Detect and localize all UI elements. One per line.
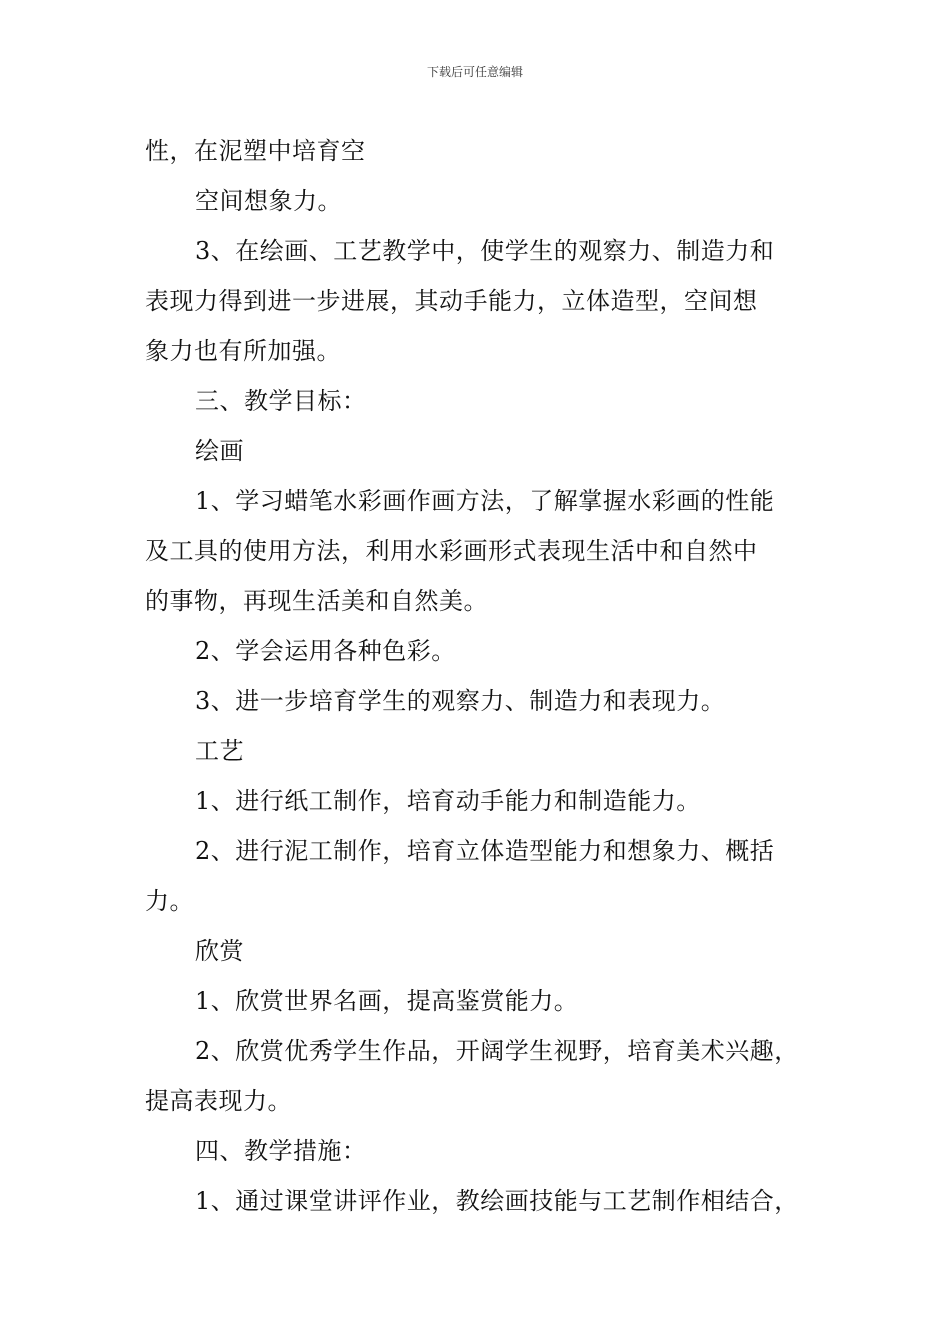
text-line: 2、进行泥工制作，培育立体造型能力和想象力、概括 bbox=[195, 837, 775, 865]
text-line: 1、通过课堂讲评作业，教绘画技能与工艺制作相结合， bbox=[195, 1187, 799, 1215]
page-header: 下载后可任意编辑 bbox=[426, 65, 523, 79]
text-line: 提高表现力。 bbox=[145, 1087, 292, 1115]
text-line: 空间想象力。 bbox=[195, 187, 342, 215]
text-line: 象力也有所加强。 bbox=[145, 337, 341, 365]
text-line: 绘画 bbox=[195, 437, 244, 465]
text-line: 力。 bbox=[145, 887, 194, 915]
text-line: 1、欣赏世界名画，提高鉴赏能力。 bbox=[195, 987, 579, 1015]
text-line: 的事物，再现生活美和自然美。 bbox=[145, 587, 488, 615]
text-line: 三、教学目标： bbox=[195, 387, 367, 415]
text-line: 3、进一步培育学生的观察力、制造力和表现力。 bbox=[195, 687, 726, 715]
text-line: 2、欣赏优秀学生作品，开阔学生视野，培育美术兴趣， bbox=[195, 1037, 799, 1065]
document-body bbox=[145, 126, 815, 1226]
text-line: 欣赏 bbox=[195, 937, 244, 965]
text-line: 1、学习蜡笔水彩画作画方法，了解掌握水彩画的性能 bbox=[195, 487, 775, 515]
text-line: 1、进行纸工制作，培育动手能力和制造能力。 bbox=[195, 787, 701, 815]
text-line: 2、学会运用各种色彩。 bbox=[195, 637, 456, 665]
text-line: 四、教学措施： bbox=[195, 1137, 367, 1165]
text-line: 表现力得到进一步进展，其动手能力，立体造型，空间想 bbox=[145, 287, 758, 315]
text-line: 工艺 bbox=[195, 737, 244, 765]
text-line: 及工具的使用方法，利用水彩画形式表现生活中和自然中 bbox=[145, 537, 758, 565]
text-line: 性，在泥塑中培育空 bbox=[145, 137, 366, 165]
text-line: 3、在绘画、工艺教学中，使学生的观察力、制造力和 bbox=[195, 237, 775, 265]
